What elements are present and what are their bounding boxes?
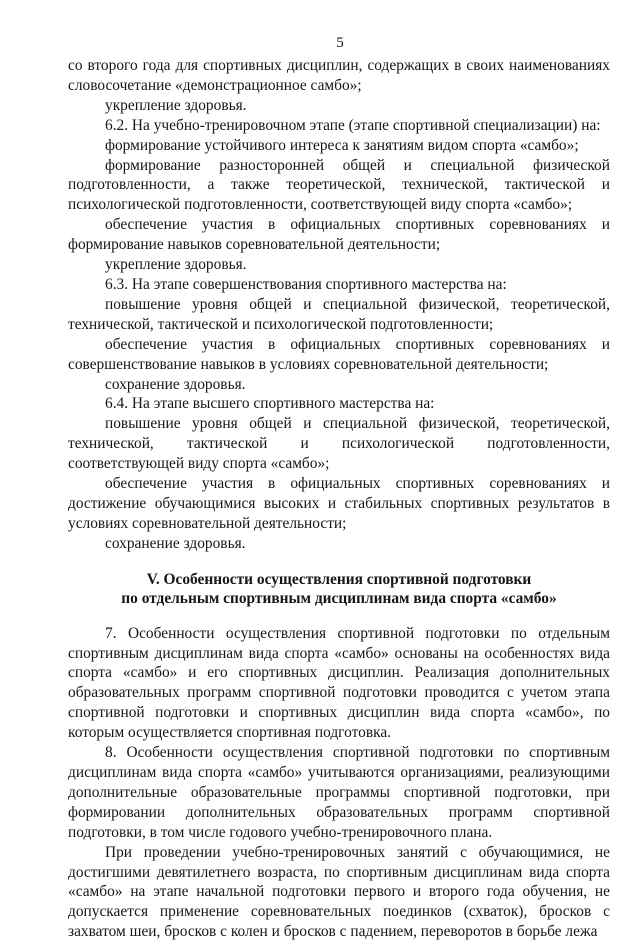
paragraph: 6.3. На этапе совершенствования спортивного мастерства на: bbox=[105, 275, 507, 293]
page-number: 5 bbox=[336, 35, 344, 51]
paragraph: обеспечение участия в официальных спортивных соревнованиях и формирование навыков соревновательной деятельности; bbox=[68, 216, 610, 254]
paragraph: сохранение здоровья. bbox=[105, 375, 246, 393]
paragraph: повышение уровня общей и специальной физической, теоретической, технической, тактической и психологической подготовленности, соответствующей виду спорта «самбо»; bbox=[68, 415, 610, 473]
paragraph: сохранение здоровья. bbox=[105, 534, 246, 552]
paragraph: При проведении учебно-тренировочных занятий с обучающимися, не достигшими девятилетнего возраста, по спортивным дисциплинам вида спорта «самбо» на этапе начальной подготовки первого и второго года обучения, не допускается применение соревновательных поединков (схваток), бросков с захватом шеи, бросков с колен и бросков с падением, переворотов в борьбе лежа bbox=[68, 843, 610, 941]
section-heading-line-1: V. Особенности осуществления спортивной подготовки bbox=[146, 570, 532, 588]
document-body bbox=[68, 56, 610, 942]
section-v-body bbox=[68, 624, 610, 942]
paragraph: 6.2. На учебно-тренировочном этапе (этапе спортивной специализации) на: bbox=[105, 116, 601, 134]
paragraph: 8. Особенности осуществления спортивной подготовки по спортивным дисциплинам вида спорта «самбо» учитываются организациями, реализующими дополнительные образовательные программы спортивной подготовки, при формировании дополнительных образовательных программ спортивной подготовки, в том числе годового учебно-тренировочного плана. bbox=[68, 744, 610, 841]
paragraph: 7. Особенности осуществления спортивной подготовки по отдельным спортивным дисциплинам вида спорта «самбо» основаны на особенностях вида спорта «самбо» и его спортивных дисциплин. Реализация дополнительных образовательных программ спортивной подготовки проводится с учетом этапа спортивной подготовки и спортивных дисциплин вида спорта «самбо», по которым осуществляется спортивная подготовка. bbox=[68, 624, 610, 742]
paragraph: повышение уровня общей и специальной физической, теоретической, технической, тактической и психологической подготовленности; bbox=[68, 295, 610, 333]
paragraph: со второго года для спортивных дисциплин, содержащих в своих наименованиях словосочетание «демонстрационное самбо»; bbox=[68, 57, 610, 94]
section-heading bbox=[68, 570, 610, 608]
paragraph: укрепление здоровья. bbox=[105, 96, 247, 114]
paragraph: формирование разносторонней общей и специальной физической подготовленности, а также теоретической, технической, тактической и психологической подготовленности, соответствующей виду спорта «самбо»; bbox=[68, 156, 610, 214]
section-heading-line-2: по отдельным спортивным дисциплинам вида спорта «самбо» bbox=[121, 589, 557, 607]
paragraph: обеспечение участия в официальных спортивных соревнованиях и совершенствование навыков в условиях соревновательной деятельности; bbox=[68, 335, 610, 373]
paragraph: 6.4. На этапе высшего спортивного мастерства на: bbox=[105, 395, 435, 413]
paragraph: обеспечение участия в официальных спортивных соревнованиях и достижение обучающимися высоких и стабильных спортивных результатов в условиях соревновательной деятельности; bbox=[68, 475, 610, 532]
section-iv-continuation bbox=[68, 56, 610, 554]
paragraph: формирование устойчивого интереса к занятиям видом спорта «самбо»; bbox=[105, 136, 579, 154]
paragraph: укрепление здоровья. bbox=[105, 256, 247, 274]
